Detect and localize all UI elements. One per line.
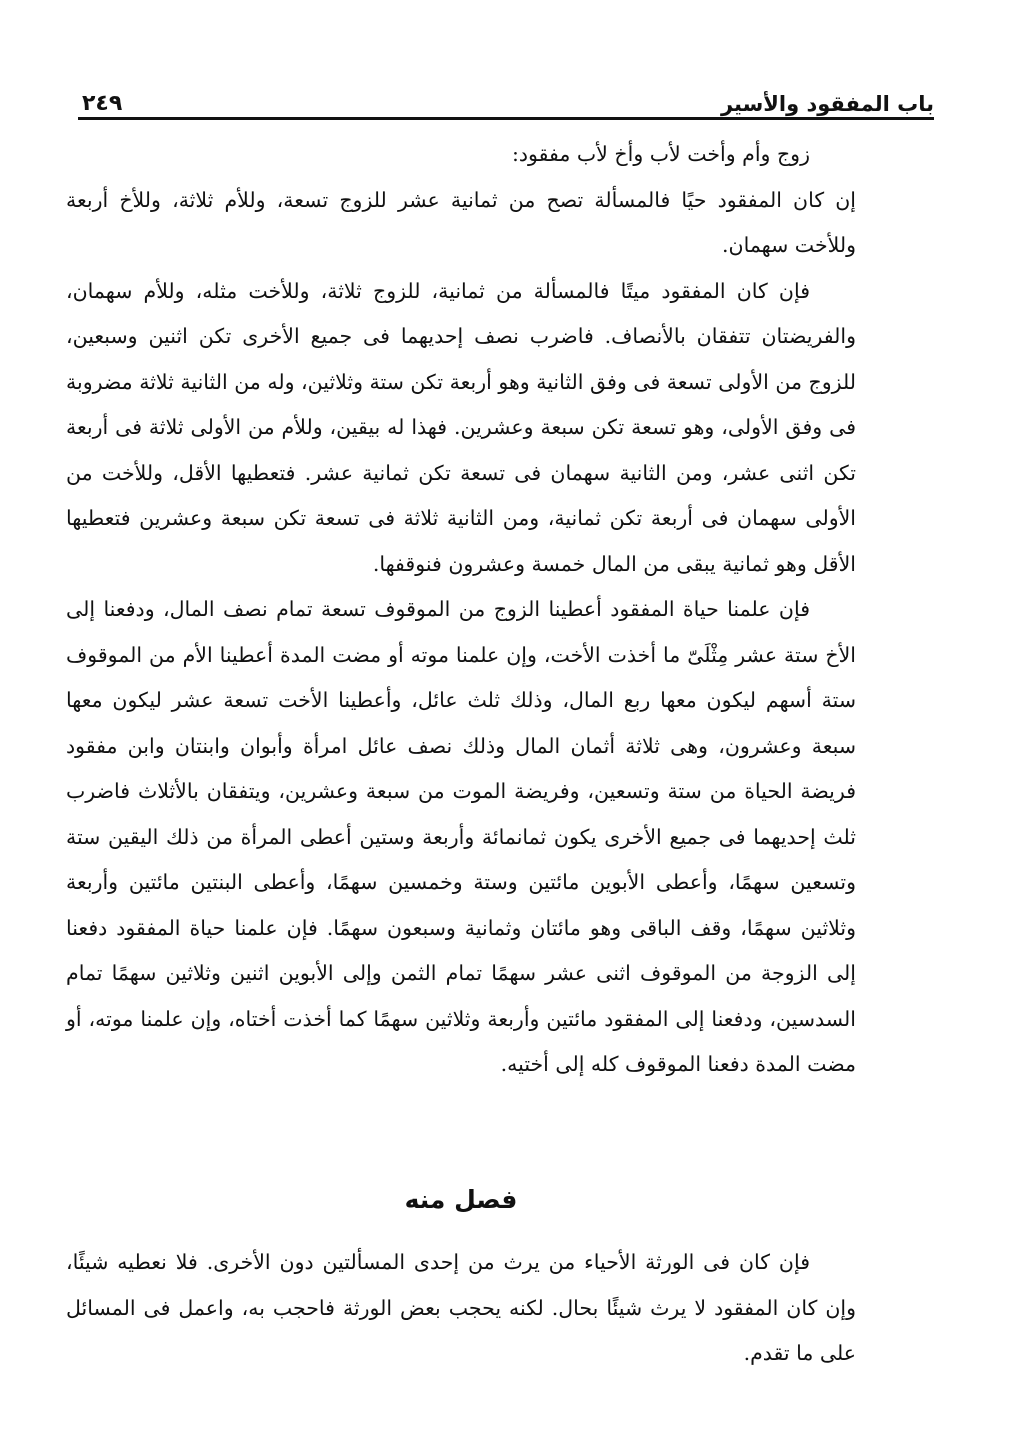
paragraph-section: فإن كان فى الورثة الأحياء من يرث من إحدى المسألتين دون الأخرى. فلا نعطيه شيئًا، وإن كان المفقود لا يرث شيئًا بحال. لكنه يحجب بعض الورثة فاحجب به، واعمل فى المسائل على ما تقدم. [66, 1250, 856, 1365]
page-header [78, 72, 934, 116]
paragraph-dead-case: فإن كان المفقود ميتًا فالمسألة من ثمانية، للزوج ثلاثة، وللأخت مثله، وللأم سهمان، والفريضتان تتفقان بالأنصاف. فاضرب نصف إحديهما فى جميع الأخرى تكن اثنين وسبعين، للزوج من الأولى تسعة فى وفق الثانية وهو أربعة تكن ستة وثلاثين، وله من الثانية ثلاثة مضروبة فى وفق الأولى، وهو تسعة تكن سبعة وعشرين. فهذا له بيقين، وللأم من الأولى ثلاثة فى أربعة تكن اثنى عشر، ومن الثانية سهمان فى تسعة تكن ثمانية عشر. فتعطيها الأقل، وللأخت من الأولى سهمان فى أربعة تكن ثمانية، ومن الثانية ثلاثة فى تسعة تكن سبعة وعشرين فتعطيها الأقل وهو ثمانية يبقى من المال خمسة وعشرون فنوقفها. [66, 278, 856, 576]
running-head: باب المفقود والأسير [720, 92, 934, 116]
paragraph-resolution: فإن علمنا حياة المفقود أعطينا الزوج من الموقوف تسعة تمام نصف المال، ودفعنا إلى الأخ ستة عشر مِثْلَىّ ما أخذت الأخت، وإن علمنا موته أو مضت المدة أعطينا الأم من الموقوف ستة أسهم ليكون معها ربع المال، وذلك ثلث عائل، وأعطينا الأخت تسعة عشر ليكون معها سبعة وعشرون، وهى ثلاثة أثمان المال وذلك نصف عائل امرأة وأبوان وابنتان وابن مفقود فريضة الحياة من ستة وتسعين، وفريضة الموت من سبعة وعشرين، ويتفقان بالأثلاث فاضرب ثلث إحديهما فى جميع الأخرى يكون ثمانمائة وأربعة وستين أعطى المرأة من ذلك اليقين ستة وتسعين سهمًا، وأعطى الأبوين مائتين وستة وخمسين سهمًا، وأعطى البنتين مائتين وأربعة وثلاثين سهمًا، وقف الباقى وهو مائتان وثمانية وسبعون سهمًا. فإن علمنا حياة المفقود دفعنا إلى الزوجة من الموقوف اثنى عشر سهمًا تمام الثمن وإلى الأبوين اثنين وثلاثين سهمًا تمام السدسين، ودفعنا إلى المفقود مائتين وأربعة وثلاثين سهمًا كما أخذت أختاه، وإن علمنا موته، أو مضت المدة دفعنا الموقوف كله إلى أختيه. [66, 597, 856, 1076]
section-text [66, 1240, 856, 1377]
section-title: فصل منه [404, 1185, 518, 1214]
header-rule [78, 117, 934, 120]
paragraph-case-heading: زوج وأم وأخت لأب وأخ لأب مفقود: [512, 142, 810, 166]
paragraph-alive-case: إن كان المفقود حيًا فالمسألة تصح من ثمانية عشر للزوج تسعة، وللأم ثلاثة، وللأخ أربعة وللأخت سهمان. [66, 187, 856, 257]
page-number: ٢٤٩ [82, 91, 123, 116]
main-text [66, 132, 856, 1088]
